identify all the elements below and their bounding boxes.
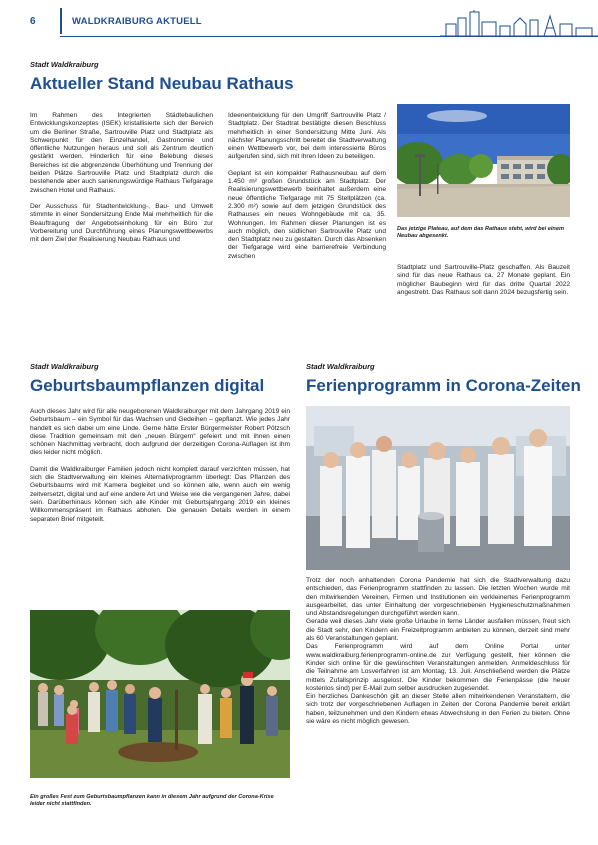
article3-paragraph: Ein herzliches Dankeschön gilt an dieser Stelle allen mitwirkendenen Veranstaltern, die sich trotz der vorgeschriebenen Auflagen in Zeiten der Corona Pandemie bereit erklärt haben, teilzunehmen und den Kindern etwas Abwechslung in den Ferien zu bieten. Ohne sie wäre es nicht möglich gewesen. xyxy=(306,693,570,726)
article1-kicker: Stadt Waldkraiburg xyxy=(30,60,99,69)
article3-paragraph: Das Ferienprogramm wird auf dem Online Portal unter www.waldkraiburg.ferienprogramm-online.de zur Verfügung gestellt, hier können die Kinder sich online für die gewünschten Veranstaltungen anmelden. Anmeldeschluss für die Teilnahme am Losverfahren ist am Montag, 13. Juli. Anschließend werden die Plätze mittels Zufallsprinzip ausgelost. Die Kinder bekommen die Ferienpässe (die heuer kostenlos sind) per E-Mail zum selber ausdrucken zugesendet. xyxy=(306,643,570,692)
article2-kicker: Stadt Waldkraiburg xyxy=(30,362,99,371)
article1-column2 xyxy=(228,112,386,269)
article2-paragraph: Auch dieses Jahr wird für alle neugeborenen Waldkraiburger mit dem Jahrgang 2019 ein Geburtsbaum – ein Symbol für das Wachsen und Gedeihen – gepflanzt. Wie jedes Jahr handelt es sich dabei um eine Linde. Gerne hätte Erster Bürgermeister Robert Pötzsch diese Tradition gemeinsam mit den „neuen Bürgern“ gefeiert und mit ihnen einen schönen Nachmittag verbracht, doch aufgrund der derzeitigen Corona-Auflagen ist ihm dies leider nicht möglich. xyxy=(30,408,290,457)
city-hall-photo xyxy=(397,104,570,217)
article3-kicker: Stadt Waldkraiburg xyxy=(306,362,375,371)
header-divider xyxy=(60,8,62,34)
article1-paragraph: Stadtplatz und Sartrouville-Platz geschaffen. Als Bauzeit sind für das neue Rathaus ca. 27 Monate geplant. Ein möglicher Baubeginn wird für das dritte Quartal 2022 angestrebt. Das Rathaus soll dann 2024 bezugsfertig sein. xyxy=(397,264,570,296)
article1-paragraph: Der Ausschuss für Stadtentwicklung-, Bau- und Umwelt stimmte in einer Sondersitzung Ende Mai mehrheitlich für die Beauftragung der Angebotseinholung für ein Büro zur Vorbereitung und Durchführung eines Planungswettbewerbs mit dem Ziel der Realisierung Neubau Rathaus und xyxy=(30,202,213,244)
article3-headline: Ferienprogramm in Corona-Zeiten xyxy=(306,376,581,395)
article2-body xyxy=(30,408,290,532)
article3-paragraph: Gerade weil dieses Jahr viele große Urlaube in ferne Länder ausfallen müssen, freut sich die Stadt sehr, den Kindern ein Freizeitprogramm anbieten zu können, derzeit sind mehr als 60 Veranstaltungen geplant. xyxy=(306,618,570,643)
article1-column3 xyxy=(397,264,570,305)
article2-headline: Geburtsbaumpflanzen digital xyxy=(30,376,265,395)
article3-paragraph: Trotz der noch anhaltenden Corona Pandemie hat sich die Stadtverwaltung dazu entschieden, das Ferienprogramm stattfinden zu lassen. Die letzten Wochen wurde mit den mitwirkenden Vereinen, Firmen und Institutionen ein verkleinertes Ferienprogramm ausgearbeitet, das unter Einhaltung der vorgeschriebenen Hygieneschutzmaßnahmen und Abstandsregelungen durchgeführt werden kann. xyxy=(306,577,570,618)
publication-title: WALDKRAIBURG AKTUELL xyxy=(72,16,202,27)
skyline-logo-icon xyxy=(440,10,598,38)
article1-column1 xyxy=(30,112,213,252)
article2-caption: Ein großes Fest zum Geburtsbaumpflanzen kann in diesem Jahr aufgrund der Corona-Krise leider nicht stattfinden. xyxy=(30,794,274,808)
article3-body xyxy=(306,577,570,726)
page-header xyxy=(0,0,598,40)
article1-paragraph: Ideenentwicklung für den Umgriff Sartrouville Platz / Stadtplatz. Der Stadtrat bestätigte diesen Beschluss mehrheitlich in einer Sondersitzung Mitte Juni. Als nächster Planungsschritt bereitet die Stadtverwaltung einen Wettbewerb vor, bei dem interessierte Büros aufgerufen sind, sich mit ihren Ideen zu beteiligen. xyxy=(228,112,386,161)
ferienprogramm-photo xyxy=(306,406,570,570)
article2-paragraph: Damit die Waldkraiburger Familien jedoch nicht komplett darauf verzichten müssen, hat sich die Stadtverwaltung ein kleines Alternativprogramm überlegt: Das Pflanzen des Geburtsbaums wird mit Kamera begleitet und so können alle, wenn auch ein wenig zeitversetzt, digital und auf eine andere Art und Weise wie die vergangenen Jahre, dabei sein. Darüberhinaus können sich alle Kinder mit Geburtsjahrgang 2019 ein kleines Willkommenspräsent im Rathaus abholen. Die genauen Details werden in einem separaten Brief mitgeteilt. xyxy=(30,465,290,523)
article1-paragraph: Geplant ist ein kompakter Rathausneubau auf dem 1.450 m² großen Grundstück am Stadtplatz. Der Realisierungswettbewerb beinhaltet außerdem eine neue öffentliche Tiefgarage mit 75 Stellplätzen (ca. 2.300 m²) sowie auf dem jetzigen Grundstück des Rathauses ein neues Wohngebäude mit ca. 35. Wohnungen. Im Rahmen dieser Planungen ist es auch möglich, den südlichen Sartrouville Platz und den Stadtplatz neu zu gestalten. Durch das Absenken der Tiefgarage wird eine barrierefreie Verbindung zwischen xyxy=(228,169,386,260)
tree-planting-photo xyxy=(30,610,290,778)
article1-paragraph: Im Rahmen des Integrierten Städtebaulichen Entwicklungskonzeptes (ISEK) kristallisierte sich der Bereich um die Berliner Straße, Sartrouville Platz und Stadtplatz als Schwerpunkt für den Einzelhandel, Gastronomie und öffentliche Nutzungen heraus und soll als Zentrum deutlich gestärkt werden. Hinderlich für eine Belebung dieses Bereiches ist die abgrenzende Überhöhung und Trennung der beiden Plätze Sartrouville Platz und Stadtplatz durch die bestehende aber auch sanierungswürdige Rathaus Tiefgarage zwischen Hotel und Rathaus. xyxy=(30,112,213,194)
article1-headline: Aktueller Stand Neubau Rathaus xyxy=(30,74,294,93)
article1-caption: Das jetzige Plateau, auf dem das Rathaus steht, wird bei einem Neubau abgesenkt. xyxy=(397,226,564,240)
page-number: 6 xyxy=(30,16,36,27)
